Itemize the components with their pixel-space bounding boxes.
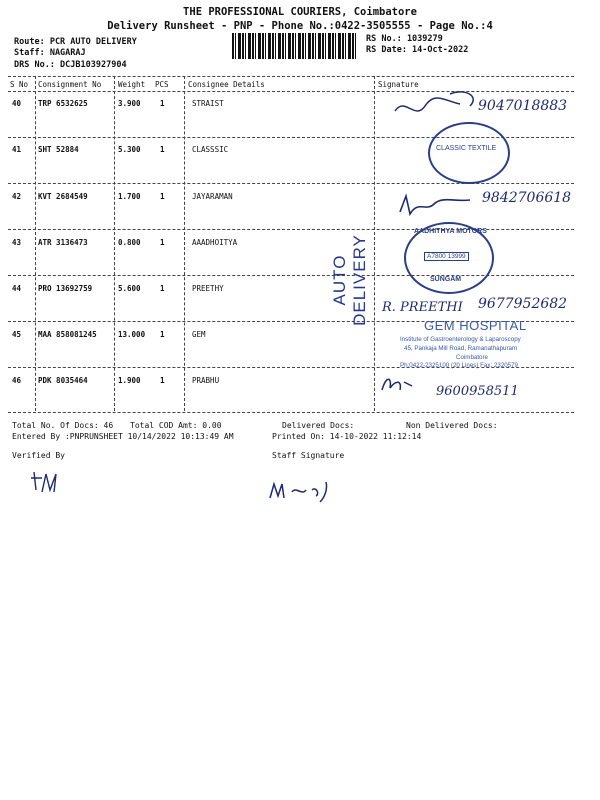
col-sno-header: S No <box>10 80 29 89</box>
staff-label: Staff: NAGARAJ <box>14 48 86 58</box>
row-pcs: 1 <box>160 330 165 339</box>
table-top-rule <box>8 76 574 77</box>
runsheet-subtitle: Delivery Runsheet - PNP - Phone No.:0422-3505555 - Page No.:4 <box>107 20 493 32</box>
aadhithya-place: SUNGAM <box>430 276 462 283</box>
row-rule <box>8 229 574 230</box>
row-pcs: 1 <box>160 192 165 201</box>
verified-signature <box>28 466 68 496</box>
row-consignment: ATR 3136473 <box>38 238 88 247</box>
col-divider <box>374 76 375 411</box>
row-weight: 0.800 <box>118 238 141 247</box>
col-divider <box>114 76 115 411</box>
col-consignment-header: Consignment No <box>38 80 102 89</box>
rs-number: RS No.: 1039279 <box>366 34 443 44</box>
courier-title: THE PROFESSIONAL COURIERS, Coimbatore <box>183 6 417 18</box>
row-consignment: PRO 13692759 <box>38 284 93 293</box>
phone-40: 9047018883 <box>478 98 568 114</box>
row-pcs: 1 <box>160 145 165 154</box>
classic-textile-text: CLASSIC TEXTILE <box>436 145 497 152</box>
row-consignee: PRABHU <box>192 376 220 385</box>
entered-by: Entered By :PNPRUNSHEET 10/14/2022 10:13:49 AM <box>12 432 234 441</box>
signature-46 <box>378 372 418 396</box>
gem-line1: Institute of Gastroenterology & Laparoscopy <box>400 336 521 343</box>
gem-hospital-title: GEM HOSPITAL <box>424 318 527 333</box>
row-weight: 5.300 <box>118 145 141 154</box>
gem-line3: Coimbatore <box>456 354 488 361</box>
route-label: Route: PCR AUTO DELIVERY <box>14 37 137 47</box>
row-consignment: SHT 52884 <box>38 145 79 154</box>
col-consignee-header: Consignee Details <box>188 80 265 89</box>
phone-42: 9842706618 <box>482 190 572 206</box>
gem-line2: 45, Pankaja Mill Road, Ramanathapuram <box>404 345 518 352</box>
aadhithya-motors-text: AADHITHYA MOTORS <box>414 228 487 235</box>
row-weight: 1.700 <box>118 192 141 201</box>
col-divider <box>35 76 36 411</box>
name-44: R. PREETHI <box>382 300 463 315</box>
col-pcs-header: PCS <box>155 80 169 89</box>
col-signature-header: Signature <box>378 80 419 89</box>
row-pcs: 1 <box>160 376 165 385</box>
row-sno: 45 <box>12 330 22 339</box>
row-consignee: JAYARAMAN <box>192 192 233 201</box>
row-pcs: 1 <box>160 284 165 293</box>
row-weight: 5.600 <box>118 284 141 293</box>
row-weight: 1.900 <box>118 376 141 385</box>
signature-42 <box>396 190 476 220</box>
non-delivered-docs: Non Delivered Docs: <box>406 421 498 430</box>
gem-line4: Ph:0422-2325100 (20 Lines) Fax: 2320579 <box>400 362 518 369</box>
row-consignment: KVT 2684549 <box>38 192 88 201</box>
delivered-docs: Delivered Docs: <box>282 421 355 430</box>
rs-date: RS Date: 14-Oct-2022 <box>366 45 469 55</box>
row-rule <box>8 183 574 184</box>
row-consignee: CLASSSIC <box>192 145 229 154</box>
row-sno: 46 <box>12 376 22 385</box>
staff-signature <box>266 476 346 506</box>
table-bottom-rule <box>8 412 574 413</box>
row-weight: 13.000 <box>118 330 146 339</box>
row-consignee: STRAIST <box>192 99 224 108</box>
row-consignee: AAADHOITYA <box>192 238 238 247</box>
barcode <box>232 33 358 59</box>
printed-on: Printed On: 14-10-2022 11:12:14 <box>272 432 422 441</box>
drs-number: DRS No.: DCJB103927904 <box>14 60 127 70</box>
row-weight: 3.900 <box>118 99 141 108</box>
staff-signature-label: Staff Signature <box>272 451 345 460</box>
row-consignee: GEM <box>192 330 206 339</box>
row-consignment: MAA 858081245 <box>38 330 97 339</box>
row-sno: 41 <box>12 145 22 154</box>
classic-textile-stamp <box>428 122 510 184</box>
row-consignment: PDK 8035464 <box>38 376 88 385</box>
row-sno: 40 <box>12 99 22 108</box>
row-sno: 42 <box>12 192 22 201</box>
row-rule <box>8 275 574 276</box>
total-docs: Total No. Of Docs: 46 <box>12 421 114 430</box>
auto-delivery-stamp: AUTO DELIVERY <box>330 234 369 326</box>
col-divider <box>184 76 185 411</box>
row-sno: 44 <box>12 284 22 293</box>
phone-44: 9677952682 <box>478 296 568 312</box>
aadhithya-code: A7800 13999 <box>424 252 469 261</box>
row-pcs: 1 <box>160 238 165 247</box>
row-sno: 43 <box>12 238 22 247</box>
row-pcs: 1 <box>160 99 165 108</box>
col-weight-header: Weight <box>118 80 146 89</box>
phone-46: 9600958511 <box>436 384 519 399</box>
row-consignee: PREETHY <box>192 284 224 293</box>
row-consignment: TRP 6532625 <box>38 99 88 108</box>
total-cod: Total COD Amt: 0.00 <box>130 421 222 430</box>
verified-by-label: Verified By <box>12 451 65 460</box>
